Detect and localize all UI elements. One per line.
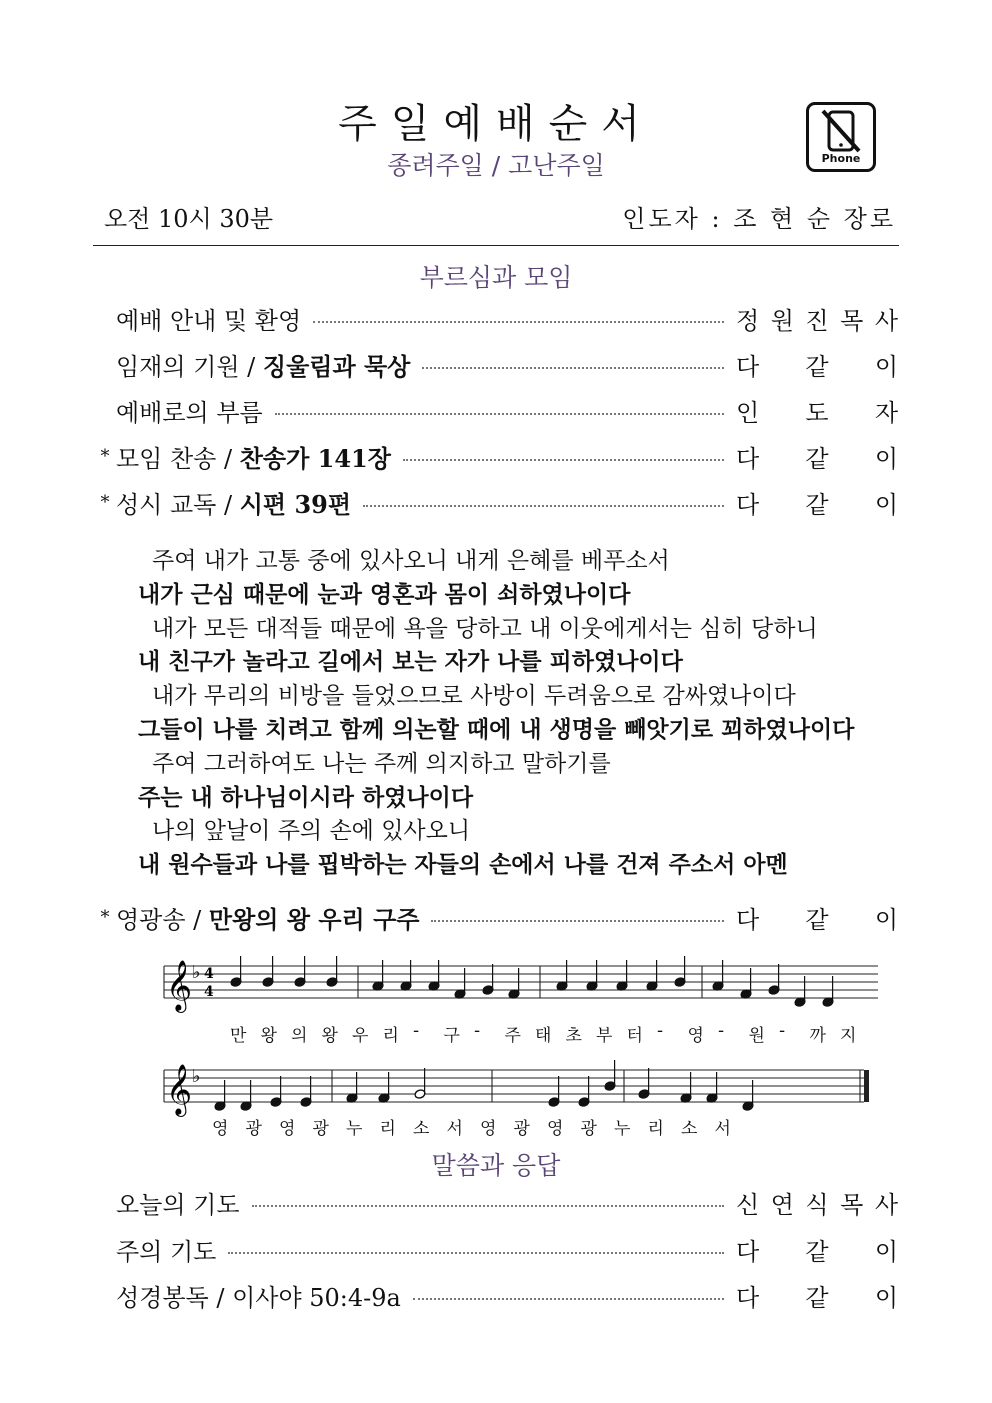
- order-item: [94, 1182, 898, 1222]
- lyric-syllable: 태: [535, 1026, 552, 1046]
- time-signature-top: 4: [204, 966, 214, 982]
- lyric-syllable: 리: [382, 1026, 399, 1046]
- psalm-leader-line: 주여 내가 고통 중에 있사오니 내게 은혜를 베푸소서: [152, 548, 670, 574]
- presenter-char: 연: [770, 1190, 794, 1219]
- page-title: 주일예배순서: [338, 101, 654, 147]
- lyric-syllable: 터: [626, 1026, 643, 1046]
- order-item-presenter: [736, 1185, 898, 1220]
- lyric-syllable: -: [413, 1021, 420, 1041]
- psalm-congregation-line: 주는 내 하나님이시라 하였나이다: [138, 784, 474, 811]
- dot-leader: [431, 920, 724, 922]
- psalm-congregation-line: 내 원수들과 나를 핍박하는 자들의 손에서 나를 건져 주소서 아멘: [138, 852, 788, 879]
- dot-leader: [228, 1252, 724, 1254]
- presenter-char: 목: [840, 1190, 864, 1219]
- lyric-syllable: 영: [212, 1119, 229, 1139]
- presenter-char: 같: [805, 352, 829, 381]
- lyric-syllable: 영: [687, 1026, 704, 1046]
- final-barline-thick: [864, 1070, 869, 1102]
- order-item-label: [116, 301, 301, 336]
- order-item: [94, 390, 898, 430]
- presenter-char: 사: [874, 306, 898, 335]
- presenter-char: 사: [874, 1190, 898, 1219]
- presenter-char: 다: [736, 1283, 760, 1312]
- presenter-char: 신: [736, 1190, 760, 1219]
- presenter-char: 이: [874, 490, 898, 519]
- section-heading-word: 말씀과 응답: [431, 1151, 561, 1180]
- order-item-presenter: [736, 347, 898, 382]
- lyric-syllable: 주: [504, 1026, 521, 1046]
- presenter-char: 목: [840, 306, 864, 335]
- presenter-char: 정: [736, 306, 760, 335]
- lyric-syllable: 광: [312, 1119, 329, 1139]
- order-item-label: [116, 1185, 240, 1220]
- order-item: [94, 897, 898, 937]
- presenter-char: 같: [805, 444, 829, 473]
- presenter-char: 이: [874, 1237, 898, 1266]
- psalm-leader-line: 주여 그러하여도 나는 주께 의지하고 말하기를: [152, 750, 611, 777]
- lyric-syllable: -: [718, 1021, 725, 1041]
- no-phone-icon: [806, 102, 876, 172]
- presenter-char: 이: [874, 444, 898, 473]
- order-item-title: 오늘의 기도: [116, 1190, 240, 1219]
- order-item-presenter: [736, 301, 898, 336]
- order-item-label: [116, 900, 419, 935]
- presenter-char: 이: [874, 1283, 898, 1312]
- lyric-syllable: 의: [291, 1026, 308, 1046]
- order-item-presenter: [736, 393, 898, 428]
- lyric-syllable: 서: [446, 1119, 463, 1139]
- lyric-syllable: 광: [580, 1119, 597, 1139]
- psalm-congregation-line: 내 친구가 놀라고 길에서 보는 자가 나를 피하였나이다: [138, 649, 683, 676]
- presenter-char: 자: [874, 398, 898, 427]
- order-item-presenter: [736, 1232, 898, 1267]
- lyric-syllable: 우: [352, 1026, 369, 1046]
- lyric-syllable: 원: [748, 1026, 765, 1046]
- service-leader: 인도자 : 조 현 순 장로: [622, 205, 896, 233]
- lyric-syllable: 영: [480, 1119, 497, 1139]
- header-divider: [93, 245, 899, 246]
- lyric-syllable: 광: [513, 1119, 530, 1139]
- time-signature-bottom: 4: [204, 984, 214, 1000]
- presenter-char: 진: [805, 306, 829, 335]
- order-item-title: 예배로의 부름: [116, 398, 263, 427]
- lyric-syllable: 영: [547, 1119, 564, 1139]
- order-item-title: 영광송 /: [116, 905, 209, 934]
- lyric-syllable: 왕: [321, 1026, 338, 1046]
- lyric-syllable: 리: [647, 1119, 664, 1139]
- presenter-char: 같: [805, 490, 829, 519]
- presenter-char: 이: [874, 352, 898, 381]
- psalm-leader-line: 내가 무리의 비방을 들었으므로 사방이 두려움으로 감싸였나이다: [152, 683, 796, 710]
- order-item-label: [116, 1232, 216, 1267]
- standing-mark: *: [100, 906, 110, 928]
- dot-leader: [363, 505, 724, 507]
- lyric-syllable: -: [657, 1021, 664, 1041]
- order-item-detail: 시편 39편: [239, 489, 352, 519]
- lyric-syllable: 누: [346, 1119, 363, 1139]
- presenter-char: 같: [805, 1237, 829, 1266]
- dot-leader: [275, 413, 724, 415]
- presenter-char: 다: [736, 905, 760, 934]
- order-item-presenter: [736, 1278, 898, 1313]
- flat-sign: ♭: [192, 962, 201, 983]
- order-item-detail: 만왕의 왕 우리 구주: [208, 904, 420, 934]
- dot-leader: [252, 1205, 724, 1207]
- presenter-char: 이: [874, 905, 898, 934]
- lyric-syllable: 소: [681, 1119, 698, 1139]
- psalm-congregation-line: 그들이 나를 치려고 함께 의논할 때에 내 생명을 빼앗기로 꾀하였나이다: [138, 717, 855, 743]
- order-item-title: 성경봉독 / 이사야 50:4-9a: [116, 1283, 401, 1312]
- lyric-syllable: 부: [596, 1026, 613, 1046]
- dot-leader: [413, 1298, 724, 1300]
- presenter-char: 인: [736, 398, 760, 427]
- lyric-syllable: 리: [379, 1119, 396, 1139]
- lyric-syllable: 초: [565, 1026, 582, 1046]
- dot-leader: [313, 321, 724, 323]
- presenter-char: 도: [805, 398, 829, 427]
- lyric-syllable: 왕: [260, 1026, 277, 1046]
- standing-mark: *: [100, 445, 110, 467]
- presenter-char: 같: [805, 1283, 829, 1312]
- order-item-title: 주의 기도: [116, 1237, 217, 1266]
- section-heading-gathering: 부르심과 모임: [419, 263, 573, 292]
- order-item: [94, 482, 898, 522]
- phone-icon-label: Phone: [821, 152, 861, 165]
- page-subtitle: 종려주일 / 고난주일: [387, 151, 605, 180]
- order-item: [94, 1229, 898, 1269]
- order-item: [94, 298, 898, 338]
- lyric-syllable: 까: [809, 1026, 826, 1046]
- order-item-presenter: [736, 439, 898, 474]
- lyric-syllable: 누: [614, 1119, 631, 1139]
- order-item-detail: 찬송가 141장: [239, 443, 391, 473]
- order-item-label: [116, 1278, 401, 1313]
- presenter-char: 다: [736, 490, 760, 519]
- service-time: 오전 10시 30분: [104, 205, 274, 233]
- order-item-title: 임재의 기원 /: [116, 352, 263, 381]
- dot-leader: [403, 459, 724, 461]
- lyric-syllable: 지: [840, 1026, 857, 1046]
- dot-leader: [422, 367, 724, 369]
- order-item-title: 모임 찬송 /: [116, 444, 240, 473]
- treble-clef: 𝄞: [166, 960, 193, 1011]
- order-item-detail: 징울림과 묵상: [262, 351, 411, 381]
- lyric-syllable: -: [779, 1021, 786, 1041]
- psalm-leader-line: 내가 모든 대적들 때문에 욕을 당하고 내 이웃에게서는 심히 당하니: [152, 615, 818, 642]
- lyric-syllable: 만: [230, 1026, 247, 1046]
- order-item: [94, 1275, 898, 1315]
- lyric-syllable: 광: [245, 1119, 262, 1139]
- presenter-char: 다: [736, 352, 760, 381]
- presenter-char: 같: [805, 905, 829, 934]
- order-item: [94, 436, 898, 476]
- order-item-label: [116, 347, 410, 382]
- lyric-syllable: 서: [714, 1119, 731, 1139]
- lyric-syllable: -: [474, 1021, 481, 1041]
- presenter-char: 식: [805, 1190, 829, 1219]
- psalm-leader-line: 나의 앞날이 주의 손에 있사오니: [152, 818, 471, 845]
- standing-mark: *: [100, 491, 110, 513]
- presenter-char: 다: [736, 444, 760, 473]
- treble-clef: 𝄞: [166, 1064, 193, 1115]
- lyric-syllable: 소: [413, 1119, 430, 1139]
- presenter-char: 원: [770, 306, 794, 335]
- flat-sign: ♭: [192, 1066, 201, 1087]
- order-item: [94, 344, 898, 384]
- order-item-label: [116, 485, 351, 520]
- order-item-title: 성시 교독 /: [116, 490, 240, 519]
- lyric-syllable: 구: [443, 1026, 460, 1046]
- psalm-congregation-line: 내가 근심 때문에 눈과 영혼과 몸이 쇠하였나이다: [138, 581, 631, 608]
- order-item-presenter: [736, 900, 898, 935]
- presenter-char: 다: [736, 1237, 760, 1266]
- order-item-title: 예배 안내 및 환영: [116, 306, 302, 335]
- lyric-syllable: 영: [279, 1119, 296, 1139]
- order-item-label: [116, 393, 263, 428]
- order-item-label: [116, 439, 391, 474]
- order-item-presenter: [736, 485, 898, 520]
